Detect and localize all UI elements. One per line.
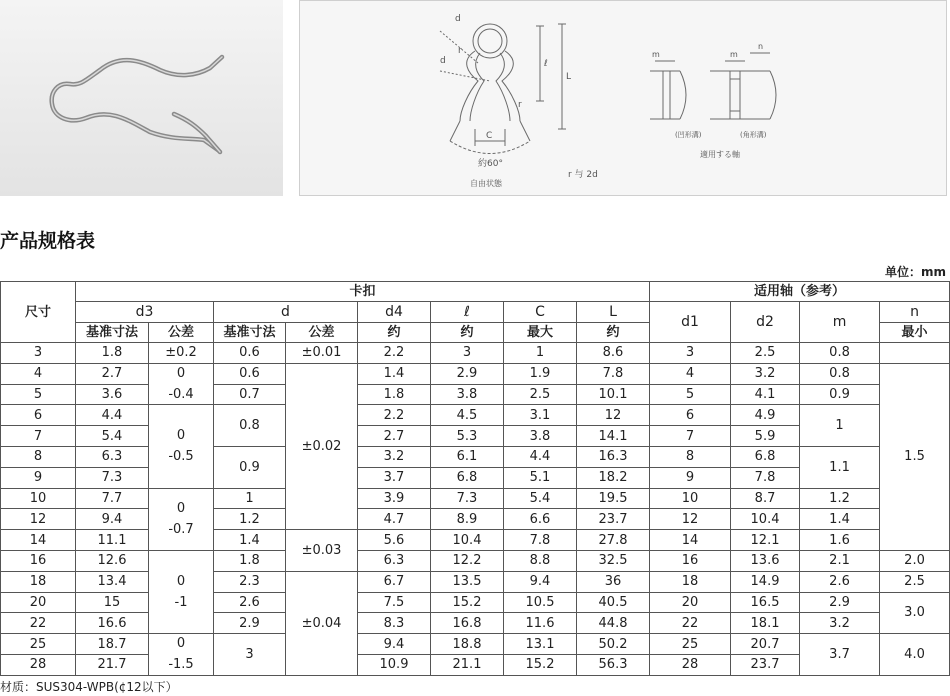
cell-m: 1.2 bbox=[800, 488, 880, 509]
cell-d3-basic: 16.6 bbox=[76, 613, 149, 634]
cell-d1: 8 bbox=[650, 446, 731, 467]
cell-d4: 1.8 bbox=[358, 384, 431, 405]
tolerance-lower: -1.5 bbox=[168, 657, 194, 673]
cell-d4: 3.2 bbox=[358, 446, 431, 467]
cell-L: 32.5 bbox=[577, 550, 650, 571]
cell-m: 1.6 bbox=[800, 530, 880, 551]
cell-d3-basic: 1.8 bbox=[76, 343, 149, 364]
header-d-tolerance: 公差 bbox=[286, 323, 358, 343]
cell-L: 40.5 bbox=[577, 592, 650, 613]
header-d1: d1 bbox=[650, 302, 731, 343]
tolerance-lower: -1 bbox=[174, 595, 188, 611]
cell-d3-tolerance bbox=[149, 363, 214, 405]
cell-d-basic: 0.7 bbox=[214, 384, 286, 405]
table-row bbox=[1, 343, 950, 364]
cell-L: 56.3 bbox=[577, 654, 650, 675]
header-C: C bbox=[504, 302, 577, 323]
r-note: r 与 2d bbox=[568, 170, 598, 180]
cell-d1: 20 bbox=[650, 592, 731, 613]
cell-m: 1.4 bbox=[800, 509, 880, 530]
cell-d4: 10.9 bbox=[358, 654, 431, 675]
cell-size: 20 bbox=[1, 592, 76, 613]
cell-m: 1.1 bbox=[800, 446, 880, 488]
cell-d2: 6.8 bbox=[731, 446, 800, 467]
cell-d4: 3.9 bbox=[358, 488, 431, 509]
cell-m: 0.8 bbox=[800, 343, 880, 364]
cell-d-basic: 2.9 bbox=[214, 613, 286, 634]
cell-d2: 18.1 bbox=[731, 613, 800, 634]
cell-d4: 9.4 bbox=[358, 634, 431, 655]
cell-d1: 22 bbox=[650, 613, 731, 634]
cell-n: 2.5 bbox=[880, 571, 950, 592]
cell-L: 16.3 bbox=[577, 446, 650, 467]
cell-size: 18 bbox=[1, 571, 76, 592]
cell-m: 2.9 bbox=[800, 592, 880, 613]
header-size: 尺寸 bbox=[1, 282, 76, 343]
label-n: n bbox=[758, 42, 764, 51]
cell-m: 1 bbox=[800, 405, 880, 447]
material-note: 材质：SUS304-WPB(¢12以下） bbox=[0, 680, 178, 694]
cell-C: 5.4 bbox=[504, 488, 577, 509]
cell-size: 3 bbox=[1, 343, 76, 364]
cell-d1: 7 bbox=[650, 426, 731, 447]
caption-shaft: 適用する軸 bbox=[700, 150, 740, 159]
cell-m: 3.2 bbox=[800, 613, 880, 634]
dimension-drawing bbox=[300, 1, 946, 195]
cell-d3-basic: 13.4 bbox=[76, 571, 149, 592]
cell-d3-basic: 9.4 bbox=[76, 509, 149, 530]
cell-C: 6.6 bbox=[504, 509, 577, 530]
label-r1: r bbox=[458, 46, 462, 56]
cell-l: 2.9 bbox=[431, 363, 504, 384]
table-row bbox=[1, 530, 950, 551]
cell-l: 10.4 bbox=[431, 530, 504, 551]
table-row bbox=[1, 613, 950, 634]
cell-L: 44.8 bbox=[577, 613, 650, 634]
cell-L: 27.8 bbox=[577, 530, 650, 551]
cell-C: 13.1 bbox=[504, 634, 577, 655]
label-m2: m bbox=[730, 50, 738, 59]
cell-d-basic: 0.8 bbox=[214, 405, 286, 447]
cell-d1: 4 bbox=[650, 363, 731, 384]
cell-d4: 5.6 bbox=[358, 530, 431, 551]
product-photo bbox=[0, 0, 283, 196]
header-l-approx: 约 bbox=[431, 323, 504, 343]
cell-d2: 2.5 bbox=[731, 343, 800, 364]
cell-n: 4.0 bbox=[880, 634, 950, 676]
cell-d1: 12 bbox=[650, 509, 731, 530]
label-angle: 約60° bbox=[478, 159, 503, 169]
cell-d3-tolerance bbox=[149, 343, 214, 364]
cell-size: 9 bbox=[1, 467, 76, 488]
cell-size: 25 bbox=[1, 634, 76, 655]
cell-d1: 3 bbox=[650, 343, 731, 364]
table-row bbox=[1, 384, 950, 405]
cell-d1: 25 bbox=[650, 634, 731, 655]
cell-d4: 3.7 bbox=[358, 467, 431, 488]
cell-d1: 16 bbox=[650, 550, 731, 571]
cell-size: 16 bbox=[1, 550, 76, 571]
tolerance-upper: 0 bbox=[176, 574, 186, 590]
cell-d3-basic: 18.7 bbox=[76, 634, 149, 655]
cell-d-tolerance: ±0.02 bbox=[286, 363, 358, 529]
cell-d2: 3.2 bbox=[731, 363, 800, 384]
cell-C: 15.2 bbox=[504, 654, 577, 675]
cell-d1: 6 bbox=[650, 405, 731, 426]
cell-C: 8.8 bbox=[504, 550, 577, 571]
cell-l: 16.8 bbox=[431, 613, 504, 634]
cell-n: 2.0 bbox=[880, 550, 950, 571]
header-n: n bbox=[880, 302, 950, 323]
table-row bbox=[1, 405, 950, 426]
technical-drawing bbox=[299, 0, 947, 196]
cell-C: 11.6 bbox=[504, 613, 577, 634]
tolerance-upper: 0 bbox=[176, 428, 186, 444]
header-L-approx: 约 bbox=[577, 323, 650, 343]
cell-l: 7.3 bbox=[431, 488, 504, 509]
tolerance-upper: 0 bbox=[176, 636, 186, 652]
label-m1: m bbox=[652, 50, 660, 59]
cell-d3-basic: 5.4 bbox=[76, 426, 149, 447]
page-title: 产品规格表 bbox=[0, 230, 96, 252]
tolerance-upper: ±0.2 bbox=[165, 345, 197, 361]
cell-d2: 14.9 bbox=[731, 571, 800, 592]
cell-L: 23.7 bbox=[577, 509, 650, 530]
header-shaft: 适用轴（参考） bbox=[650, 282, 950, 302]
cell-d1: 14 bbox=[650, 530, 731, 551]
wire-clip-image bbox=[0, 0, 283, 196]
cell-d3-basic: 6.3 bbox=[76, 446, 149, 467]
cell-L: 50.2 bbox=[577, 634, 650, 655]
cell-d4: 2.2 bbox=[358, 405, 431, 426]
table-row bbox=[1, 363, 950, 384]
cell-l: 12.2 bbox=[431, 550, 504, 571]
label-L: L bbox=[566, 72, 572, 82]
cell-size: 22 bbox=[1, 613, 76, 634]
cell-l: 8.9 bbox=[431, 509, 504, 530]
cell-n bbox=[880, 343, 950, 364]
cell-m: 0.9 bbox=[800, 384, 880, 405]
cell-d2: 5.9 bbox=[731, 426, 800, 447]
cell-d3-basic: 7.3 bbox=[76, 467, 149, 488]
cell-m: 2.1 bbox=[800, 550, 880, 571]
tolerance-lower: -0.7 bbox=[168, 522, 194, 538]
cell-L: 10.1 bbox=[577, 384, 650, 405]
header-d4: d4 bbox=[358, 302, 431, 323]
header-d: d bbox=[214, 302, 358, 323]
cell-d3-basic: 4.4 bbox=[76, 405, 149, 426]
cell-size: 28 bbox=[1, 654, 76, 675]
label-l: ℓ bbox=[544, 59, 548, 69]
cell-d3-basic: 7.7 bbox=[76, 488, 149, 509]
cell-d1: 5 bbox=[650, 384, 731, 405]
label-r2: r bbox=[518, 100, 522, 110]
header-d4-approx: 约 bbox=[358, 323, 431, 343]
cell-C: 1.9 bbox=[504, 363, 577, 384]
cell-m: 2.6 bbox=[800, 571, 880, 592]
header-d3: d3 bbox=[76, 302, 214, 323]
cell-d4: 2.7 bbox=[358, 426, 431, 447]
cell-d1: 10 bbox=[650, 488, 731, 509]
cell-d2: 10.4 bbox=[731, 509, 800, 530]
table-row bbox=[1, 592, 950, 613]
cell-n: 3.0 bbox=[880, 592, 950, 634]
cell-l: 21.1 bbox=[431, 654, 504, 675]
header-C-max: 最大 bbox=[504, 323, 577, 343]
cell-d-basic: 3 bbox=[214, 634, 286, 676]
cell-L: 7.8 bbox=[577, 363, 650, 384]
cell-l: 5.3 bbox=[431, 426, 504, 447]
cell-L: 19.5 bbox=[577, 488, 650, 509]
caption-square-groove: (角形溝) bbox=[740, 131, 767, 139]
cell-C: 1 bbox=[504, 343, 577, 364]
cell-d-basic: 0.6 bbox=[214, 343, 286, 364]
caption-concave-groove: (凹形溝) bbox=[675, 131, 702, 139]
cell-m: 3.7 bbox=[800, 634, 880, 676]
cell-d4: 2.2 bbox=[358, 343, 431, 364]
cell-l: 6.8 bbox=[431, 467, 504, 488]
cell-l: 3.8 bbox=[431, 384, 504, 405]
cell-d2: 12.1 bbox=[731, 530, 800, 551]
cell-d3-basic: 21.7 bbox=[76, 654, 149, 675]
table-row bbox=[1, 550, 950, 571]
header-d2: d2 bbox=[731, 302, 800, 343]
cell-d2: 23.7 bbox=[731, 654, 800, 675]
cell-C: 3.8 bbox=[504, 426, 577, 447]
table-row bbox=[1, 571, 950, 592]
cell-C: 9.4 bbox=[504, 571, 577, 592]
header-clip: 卡扣 bbox=[76, 282, 650, 302]
cell-C: 10.5 bbox=[504, 592, 577, 613]
table-header bbox=[1, 282, 950, 343]
cell-d3-tolerance bbox=[149, 488, 214, 550]
cell-size: 14 bbox=[1, 530, 76, 551]
cell-d3-basic: 2.7 bbox=[76, 363, 149, 384]
cell-d4: 4.7 bbox=[358, 509, 431, 530]
cell-d4: 8.3 bbox=[358, 613, 431, 634]
cell-d2: 20.7 bbox=[731, 634, 800, 655]
cell-d2: 4.9 bbox=[731, 405, 800, 426]
cell-size: 5 bbox=[1, 384, 76, 405]
tolerance-upper: 0 bbox=[176, 501, 186, 517]
cell-L: 14.1 bbox=[577, 426, 650, 447]
cell-l: 15.2 bbox=[431, 592, 504, 613]
cell-m: 0.8 bbox=[800, 363, 880, 384]
cell-l: 13.5 bbox=[431, 571, 504, 592]
cell-size: 10 bbox=[1, 488, 76, 509]
header-n-min: 最小 bbox=[880, 323, 950, 343]
table-body bbox=[1, 343, 950, 676]
cell-d-basic: 1.4 bbox=[214, 530, 286, 551]
cell-L: 36 bbox=[577, 571, 650, 592]
cell-d-basic: 1.8 bbox=[214, 550, 286, 571]
cell-d4: 6.3 bbox=[358, 550, 431, 571]
cell-d-basic: 1 bbox=[214, 488, 286, 509]
cell-d2: 13.6 bbox=[731, 550, 800, 571]
cell-size: 7 bbox=[1, 426, 76, 447]
cell-d1: 28 bbox=[650, 654, 731, 675]
unit-label: 单位：mm bbox=[884, 265, 946, 279]
table-row bbox=[1, 446, 950, 467]
table-row bbox=[1, 634, 950, 655]
cell-d4: 6.7 bbox=[358, 571, 431, 592]
caption-free-state: 自由状態 bbox=[470, 179, 502, 188]
cell-C: 7.8 bbox=[504, 530, 577, 551]
cell-d3-basic: 11.1 bbox=[76, 530, 149, 551]
cell-d3-basic: 15 bbox=[76, 592, 149, 613]
table-row bbox=[1, 509, 950, 530]
cell-L: 18.2 bbox=[577, 467, 650, 488]
header-d-basic: 基准寸法 bbox=[214, 323, 286, 343]
cell-d-basic: 2.3 bbox=[214, 571, 286, 592]
cell-d3-tolerance bbox=[149, 405, 214, 488]
label-d: d bbox=[455, 14, 461, 24]
label-d3: d bbox=[440, 56, 446, 66]
cell-C: 2.5 bbox=[504, 384, 577, 405]
header-L: L bbox=[577, 302, 650, 323]
header-d3-tolerance: 公差 bbox=[149, 323, 214, 343]
cell-d4: 1.4 bbox=[358, 363, 431, 384]
cell-l: 3 bbox=[431, 343, 504, 364]
cell-d-basic: 0.9 bbox=[214, 446, 286, 488]
header-d3-basic: 基准寸法 bbox=[76, 323, 149, 343]
cell-d-tolerance: ±0.01 bbox=[286, 343, 358, 364]
label-C: C bbox=[486, 131, 493, 141]
cell-d-tolerance: ±0.04 bbox=[286, 571, 358, 675]
cell-d3-tolerance bbox=[149, 550, 214, 633]
spec-table bbox=[0, 281, 950, 676]
cell-l: 4.5 bbox=[431, 405, 504, 426]
cell-d1: 9 bbox=[650, 467, 731, 488]
cell-d3-basic: 3.6 bbox=[76, 384, 149, 405]
cell-C: 3.1 bbox=[504, 405, 577, 426]
cell-d1: 18 bbox=[650, 571, 731, 592]
cell-size: 8 bbox=[1, 446, 76, 467]
header-l: ℓ bbox=[431, 302, 504, 323]
header-m: m bbox=[800, 302, 880, 343]
cell-l: 18.8 bbox=[431, 634, 504, 655]
cell-C: 4.4 bbox=[504, 446, 577, 467]
cell-d3-basic: 12.6 bbox=[76, 550, 149, 571]
cell-d4: 7.5 bbox=[358, 592, 431, 613]
cell-d-basic: 0.6 bbox=[214, 363, 286, 384]
cell-d-basic: 1.2 bbox=[214, 509, 286, 530]
cell-d-tolerance: ±0.03 bbox=[286, 530, 358, 572]
cell-size: 12 bbox=[1, 509, 76, 530]
cell-C: 5.1 bbox=[504, 467, 577, 488]
cell-d2: 16.5 bbox=[731, 592, 800, 613]
tolerance-lower: -0.5 bbox=[168, 449, 194, 465]
cell-d-basic: 2.6 bbox=[214, 592, 286, 613]
cell-L: 12 bbox=[577, 405, 650, 426]
cell-d2: 7.8 bbox=[731, 467, 800, 488]
cell-l: 6.1 bbox=[431, 446, 504, 467]
cell-size: 4 bbox=[1, 363, 76, 384]
cell-n: 1.5 bbox=[880, 363, 950, 550]
cell-d2: 8.7 bbox=[731, 488, 800, 509]
cell-d2: 4.1 bbox=[731, 384, 800, 405]
cell-size: 6 bbox=[1, 405, 76, 426]
cell-d3-tolerance bbox=[149, 634, 214, 676]
cell-L: 8.6 bbox=[577, 343, 650, 364]
tolerance-lower: -0.4 bbox=[168, 387, 194, 403]
tolerance-upper: 0 bbox=[176, 366, 186, 382]
table-row bbox=[1, 488, 950, 509]
